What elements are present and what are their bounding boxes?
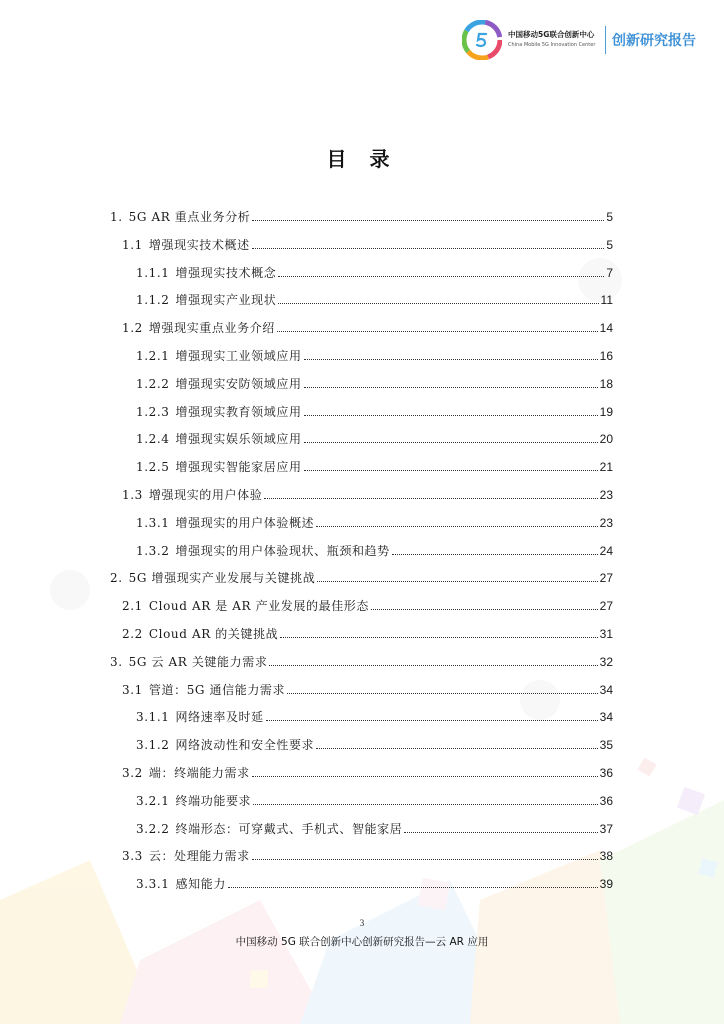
- toc-entry-number: 3.1.2: [136, 738, 170, 753]
- report-title: 创新研究报告: [612, 33, 696, 49]
- toc-leader-dots: [264, 498, 597, 499]
- toc-leader-dots: [269, 665, 597, 666]
- toc-entry-label: 5G 云 AR 关键能力需求: [128, 654, 268, 669]
- toc-entry-number: 1.2: [122, 321, 143, 336]
- toc-entry[interactable]: [136, 514, 613, 534]
- toc-entry[interactable]: [136, 736, 613, 756]
- toc-leader-dots: [371, 609, 598, 610]
- toc-entry[interactable]: [136, 458, 613, 478]
- toc-entry-number: 1.1.1: [136, 265, 170, 280]
- toc-leader-dots: [266, 720, 598, 721]
- toc-entry-page: 16: [599, 349, 613, 363]
- toc-entry-page: 36: [599, 766, 613, 780]
- toc-entry-label: 管道：5G 通信能力需求: [148, 682, 286, 697]
- toc-entry[interactable]: [136, 430, 613, 450]
- toc-entry-page: 23: [599, 515, 613, 530]
- toc-entry[interactable]: [122, 847, 613, 867]
- toc-entry-page: 34: [599, 710, 613, 725]
- toc-entry-number: 1.3.1: [136, 515, 170, 530]
- toc-entry-label: 增强现实重点业务介绍: [148, 321, 275, 336]
- toc-entry-number: 2.: [110, 571, 123, 586]
- toc-entry[interactable]: [110, 569, 613, 589]
- toc-entry-number: 2.2: [122, 627, 143, 641]
- toc-leader-dots: [252, 776, 598, 777]
- toc-entry-page: 5: [606, 237, 613, 252]
- toc-entry-number: 3.2.1: [136, 793, 170, 808]
- toc-entry[interactable]: [122, 764, 613, 784]
- toc-entry-number: 2.1: [122, 599, 143, 614]
- toc-entry-label: Cloud AR 是 AR 产业发展的最佳形态: [148, 599, 370, 614]
- page-number: 3: [359, 918, 365, 928]
- toc-entry-label: 增强现实智能家居应用: [175, 460, 302, 475]
- toc-leader-dots: [316, 748, 597, 749]
- toc-entry[interactable]: [110, 653, 613, 673]
- toc-entry-number: 1.: [110, 210, 123, 224]
- toc-entry-label: 5G 增强现实产业发展与关键挑战: [128, 571, 316, 586]
- toc-entry[interactable]: [136, 291, 613, 311]
- toc-entry-page: 18: [599, 376, 613, 391]
- toc-entry-page: 11: [600, 293, 613, 308]
- toc-leader-dots: [304, 359, 598, 360]
- toc-entry[interactable]: [136, 347, 613, 367]
- toc-entry[interactable]: [122, 597, 613, 617]
- toc-entry-number: 1.2.3: [136, 404, 170, 419]
- toc-entry-page: 31: [599, 627, 613, 641]
- toc-leader-dots: [228, 887, 598, 888]
- toc-entry-page: 34: [599, 682, 613, 697]
- toc-entry[interactable]: [122, 681, 613, 701]
- toc-entry[interactable]: [110, 208, 613, 228]
- header-divider: [605, 26, 606, 54]
- toc-entry-label: 网络速率及时延: [175, 710, 264, 725]
- toc-entry[interactable]: [136, 708, 613, 728]
- toc-entry-label: 感知能力: [175, 877, 226, 892]
- toc-leader-dots: [304, 442, 598, 443]
- org-name-en: China Mobile 5G Innovation Center: [508, 42, 596, 48]
- toc-entry-number: 3.1.1: [136, 710, 170, 725]
- toc-leader-dots: [252, 248, 605, 249]
- toc-entry-page: 32: [599, 654, 613, 669]
- toc-entry-page: 7: [606, 265, 613, 280]
- toc-entry-page: 39: [599, 877, 613, 892]
- toc-entry-page: 14: [599, 321, 613, 336]
- toc-leader-dots: [252, 859, 598, 860]
- toc-leader-dots: [253, 804, 597, 805]
- toc-leader-dots: [404, 832, 597, 833]
- toc-entry-number: 1.2.5: [136, 460, 170, 475]
- toc-entry-label: 增强现实产业现状: [175, 293, 277, 308]
- toc-leader-dots: [304, 415, 598, 416]
- toc-leader-dots: [280, 637, 597, 638]
- toc-entry-number: 3.: [110, 654, 123, 669]
- toc-entry-number: 3.2.2: [136, 821, 170, 836]
- toc-entry-number: 1.1: [122, 237, 143, 252]
- toc-entry-page: 38: [599, 849, 613, 864]
- toc-leader-dots: [287, 693, 598, 694]
- toc-entry-label: 增强现实技术概述: [148, 237, 250, 252]
- toc-title: 目 录: [326, 147, 398, 171]
- 5g-innovation-logo-icon: [462, 20, 502, 60]
- toc-leader-dots: [304, 470, 598, 471]
- toc-entry-page: 35: [599, 738, 613, 753]
- toc-entry-number: 3.3: [122, 849, 143, 864]
- toc-entry-label: 增强现实的用户体验: [148, 488, 263, 502]
- toc-entry-label: 终端形态：可穿戴式、手机式、智能家居: [175, 821, 403, 836]
- toc-leader-dots: [316, 526, 597, 527]
- toc-leader-dots: [317, 581, 597, 582]
- toc-leader-dots: [277, 331, 598, 332]
- toc-entry-label: 增强现实安防领域应用: [175, 376, 302, 391]
- toc-entry[interactable]: [136, 875, 613, 895]
- toc-entry-page: 19: [599, 404, 613, 419]
- toc-entry-page: 24: [599, 543, 613, 558]
- toc-leader-dots: [278, 276, 604, 277]
- toc-entry-label: 网络波动性和安全性要求: [175, 738, 315, 753]
- toc-entry-label: 增强现实的用户体验概述: [175, 515, 315, 530]
- toc-entry-label: 增强现实的用户体验现状、瓶颈和趋势: [175, 543, 390, 558]
- toc-entry-page: 37: [599, 821, 613, 836]
- toc-entry-label: 增强现实工业领域应用: [175, 349, 302, 363]
- toc-entry-number: 1.2.1: [136, 349, 170, 363]
- toc-leader-dots: [278, 303, 598, 304]
- toc-entry-page: 27: [599, 599, 613, 614]
- toc-entry-number: 1.2.4: [136, 432, 170, 447]
- toc-entry[interactable]: [122, 236, 613, 256]
- toc-entry-number: 1.3: [122, 488, 143, 502]
- toc-entry-label: 增强现实教育领域应用: [175, 404, 302, 419]
- toc-entry[interactable]: [136, 820, 613, 840]
- toc-entry-page: 20: [599, 432, 613, 447]
- toc-entry-label: 云：处理能力需求: [148, 849, 250, 864]
- toc-leader-dots: [252, 220, 604, 221]
- toc-entry-page: 23: [599, 488, 613, 502]
- page-footer: 中国移动 5G 联合创新中心创新研究报告—云 AR 应用: [235, 936, 489, 948]
- toc-entry[interactable]: [122, 486, 613, 506]
- toc-leader-dots: [304, 387, 598, 388]
- org-name-cn: 中国移动5G联合创新中心: [508, 30, 595, 39]
- toc-entry-number: 1.3.2: [136, 543, 170, 558]
- toc-entry-number: 3.2: [122, 766, 143, 780]
- toc-entry-number: 3.1: [122, 682, 143, 697]
- toc-entry-page: 36: [599, 793, 613, 808]
- toc-entry-number: 1.1.2: [136, 293, 170, 308]
- toc-entry[interactable]: [122, 625, 613, 645]
- toc-entry-label: 终端功能要求: [175, 793, 252, 808]
- toc-entry[interactable]: [122, 319, 613, 339]
- organization-name: [508, 29, 595, 48]
- toc-entry-number: 3.3.1: [136, 877, 170, 892]
- toc-entry-label: 5G AR 重点业务分析: [128, 210, 251, 224]
- toc-entry-page: 5: [606, 210, 613, 224]
- toc-entry-page: 21: [599, 460, 613, 475]
- toc-entry-page: 27: [599, 571, 613, 586]
- toc-entry[interactable]: [136, 375, 613, 395]
- toc-entry-label: 端：终端能力需求: [148, 766, 250, 780]
- page-header: [462, 20, 712, 62]
- toc-entry-number: 1.2.2: [136, 376, 170, 391]
- toc-entry[interactable]: [136, 403, 613, 423]
- toc-entry[interactable]: [136, 542, 613, 562]
- toc-entry-label: 增强现实技术概念: [175, 265, 277, 280]
- toc-leader-dots: [392, 554, 598, 555]
- toc-entry-label: 增强现实娱乐领域应用: [175, 432, 302, 447]
- toc-entry-label: Cloud AR 的关键挑战: [148, 627, 279, 641]
- toc-entry[interactable]: [136, 264, 613, 284]
- toc-entry[interactable]: [136, 792, 613, 812]
